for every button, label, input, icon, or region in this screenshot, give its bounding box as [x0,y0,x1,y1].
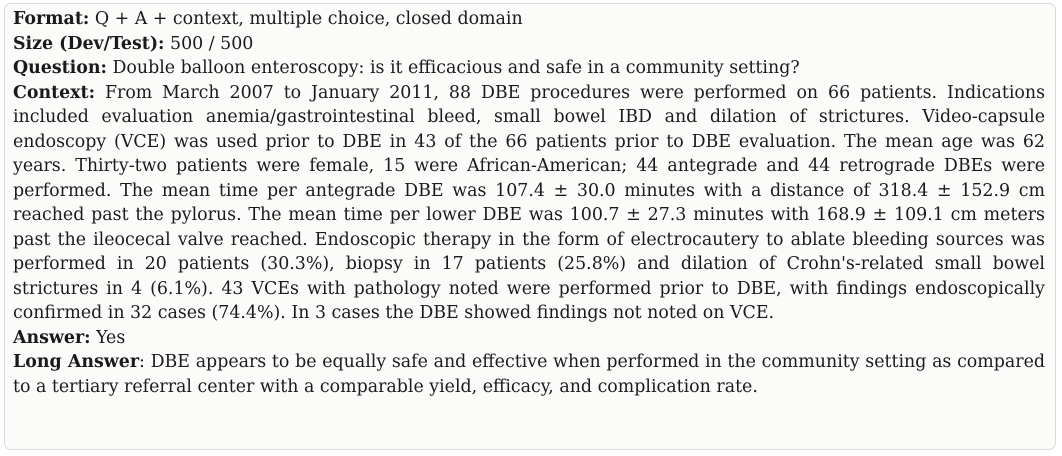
format-label: Format: [13,9,90,29]
long-answer-label: Long Answer [13,352,139,372]
long-answer-paragraph [13,350,1045,399]
size-row [13,32,1045,57]
format-value: Q + A + context, multiple choice, closed domain [94,9,523,29]
dataset-example-card [4,3,1056,450]
long-answer-value: : DBE appears to be equally safe and effective when performed in the community setting as compared to a tertiary referral center with a comparable yield, efficacy, and complication rate. [13,352,1046,397]
answer-label: Answer: [13,327,91,348]
context-paragraph [13,81,1045,326]
size-label: Size (Dev/Test): [13,33,165,54]
question-row [13,56,1045,81]
context-label: Context: [13,82,96,103]
context-value: From March 2007 to January 2011, 88 DBE procedures were performed on 66 patients. Indications included evaluation anemia/gastrointestinal bleed, small bowel IBD and dilation of strictures. Video-capsule endoscopy (VCE) was used prior to DBE in 43 of the 66 patients prior to DBE evaluation. The mean age was 62 years. Thirty-two patients were female, 15 were African-American; 44 antegrade and 44 retrograde DBEs were performed. The mean time per antegrade DBE was 107.4 ± 30.0 minutes with a distance of 318.4 ± 152.9 cm reached past the pylorus. The mean time per lower DBE was 100.7 ± 27.3 minutes with 168.9 ± 109.1 cm meters past the ileocecal valve reached. Endoscopic therapy in the form of electrocautery to ablate bleeding sources was performed in 20 patients (30.3%), biopsy in 17 patients (25.8%) and dilation of Crohn's-related small bowel strictures in 4 (6.1%). 43 VCEs with pathology noted were performed prior to DBE, with findings endoscopically confirmed in 32 cases (74.4%). In 3 cases the DBE showed findings not noted on VCE. [13,82,1045,323]
question-label: Question: [13,58,107,78]
answer-row [13,326,1045,351]
format-row [13,7,1045,32]
size-value: 500 / 500 [170,33,254,54]
question-value: Double balloon enteroscopy: is it efficacious and safe in a community setting? [112,58,800,78]
answer-value: Yes [96,327,126,348]
